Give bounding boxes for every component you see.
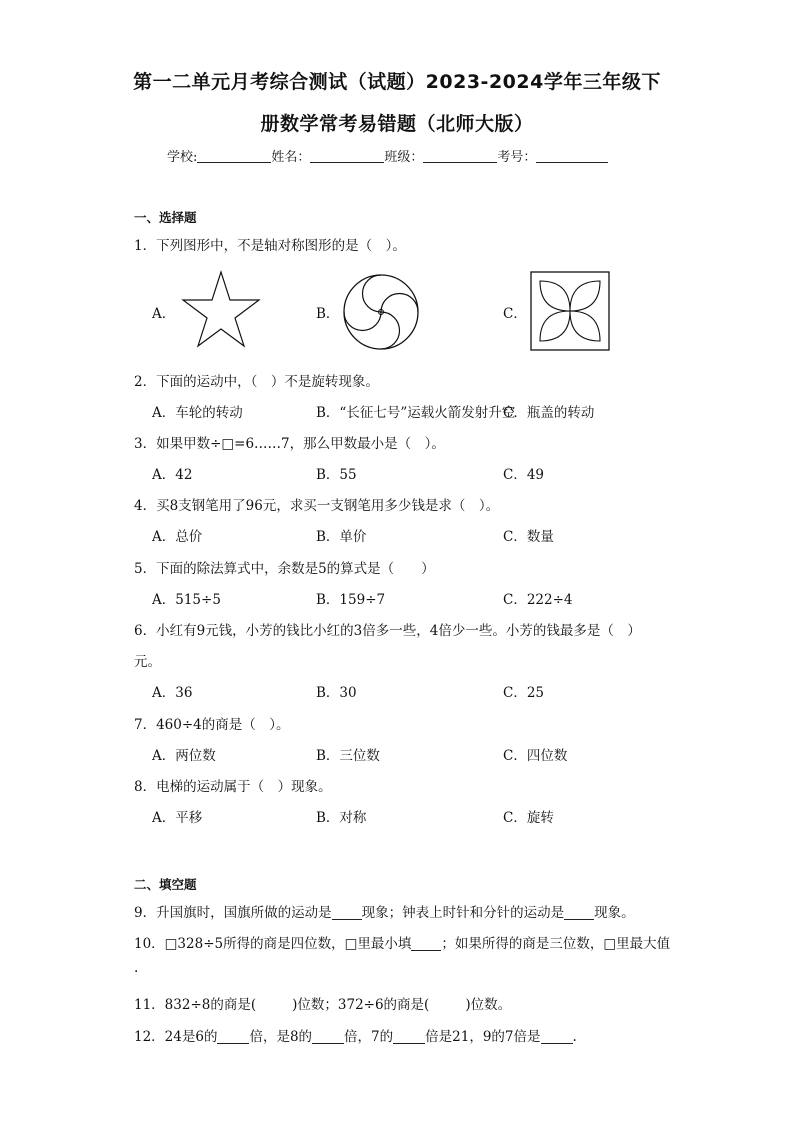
question-6: 6．小红有9元钱，小芳的钱比小红的3倍多一些，4倍少一些。小芳的钱最多是（ ） [134,623,641,639]
name-blank[interactable] [310,149,384,163]
section-choice: 一、选择题 [134,210,197,225]
q12-blank-3[interactable] [393,1029,425,1044]
page-title-line1: 第一二单元月考综合测试（试题）2023-2024学年三年级下 [133,71,661,93]
q12-blank-4[interactable] [541,1029,573,1044]
q10-blank-1[interactable] [411,936,441,951]
q5-option-a[interactable]: A．515÷5 [152,592,221,608]
q9-part3: 现象。 [594,905,635,921]
q9-part1: 9．升国旗时，国旗所做的运动是 [134,905,332,921]
q1-option-c[interactable]: C． [503,306,527,322]
q12-part1: 12．24是6的 [134,1029,218,1045]
school-blank[interactable] [197,149,271,163]
square-petals-icon [530,271,610,351]
name-label: 姓名： [271,150,311,165]
q8-option-c[interactable]: C．旋转 [503,810,554,826]
q5-option-b[interactable]: B．159÷7 [316,592,386,608]
q12-part3: 倍，7的 [344,1029,394,1045]
q5-option-c[interactable]: C．222÷4 [503,592,573,608]
q3-option-a[interactable]: A．42 [152,467,193,483]
q4-option-c[interactable]: C．数量 [503,529,554,545]
q12-blank-2[interactable] [312,1029,344,1044]
q2-option-c[interactable]: C．瓶盖的转动 [503,405,595,421]
exam-no-blank[interactable] [536,149,608,163]
question-6-cont: 元。 [134,654,161,670]
question-2: 2．下面的运动中，（ ）不是旋转现象。 [134,374,379,390]
q11-part2: )位数；372÷6的商是( [292,997,430,1013]
class-blank[interactable] [423,149,497,163]
star-icon [181,270,261,348]
q8-option-a[interactable]: A．平移 [152,810,203,826]
q7-option-b[interactable]: B．三位数 [316,748,380,764]
question-3: 3．如果甲数÷□=6……7，那么甲数最小是（ ）。 [134,436,445,452]
q1-option-b[interactable]: B． [316,306,340,322]
page-title-line2: 册数学常考易错题（北师大版） [260,113,534,135]
q12-part4: 倍是21，9的7倍是 [425,1029,541,1045]
q10-part2: ；如果所得的商是三位数，□里最大值 [441,936,671,952]
q11-part1: 11．832÷8的商是( [134,997,257,1013]
section-fill: 二、填空题 [134,877,197,892]
q8-option-b[interactable]: B．对称 [316,810,367,826]
q12-blank-1[interactable] [217,1029,249,1044]
exam-no-label: 考号： [497,150,537,165]
question-9 [134,901,635,921]
q11-part3: )位数。 [465,997,512,1013]
question-5: 5．下面的除法算式中，余数是5的算式是（ ） [134,561,435,577]
school-label: 学校: [167,150,198,165]
q9-blank-1[interactable] [332,905,362,920]
q9-part2: 现象；钟表上时针和分针的运动是 [361,905,565,921]
q7-option-c[interactable]: C．四位数 [503,748,568,764]
q2-option-b[interactable]: B．“长征七号”运载火箭发射升空 [316,405,516,421]
question-8: 8．电梯的运动属于（ ）现象。 [134,779,332,795]
q4-option-a[interactable]: A．总价 [152,529,203,545]
q2-option-a[interactable]: A．车轮的转动 [152,405,243,421]
question-12 [134,1025,577,1045]
question-10-cont: . [134,960,139,976]
q10-part1: 10．□328÷5所得的商是四位数，□里最小填 [134,936,412,952]
circle-swirl-icon [341,272,421,352]
q12-part5: . [572,1029,577,1045]
class-label: 班级： [384,150,424,165]
question-7: 7．460÷4的商是（ ）。 [134,717,290,733]
q6-option-b[interactable]: B．30 [316,685,357,701]
question-4: 4．买8支钢笔用了96元，求买一支钢笔用多少钱是求（ ）。 [134,498,500,514]
q4-option-b[interactable]: B．单价 [316,529,367,545]
question-11 [134,993,511,1013]
q3-option-c[interactable]: C．49 [503,467,545,483]
question-10 [134,932,670,952]
q7-option-a[interactable]: A．两位数 [152,748,216,764]
student-info [167,146,608,165]
q9-blank-2[interactable] [564,905,594,920]
question-1: 1．下列图形中，不是轴对称图形的是（ ）。 [134,238,406,254]
q3-option-b[interactable]: B．55 [316,467,357,483]
q12-part2: 倍，是8的 [249,1029,313,1045]
q1-option-a[interactable]: A． [152,306,176,322]
q6-option-c[interactable]: C．25 [503,685,545,701]
q6-option-a[interactable]: A．36 [152,685,193,701]
